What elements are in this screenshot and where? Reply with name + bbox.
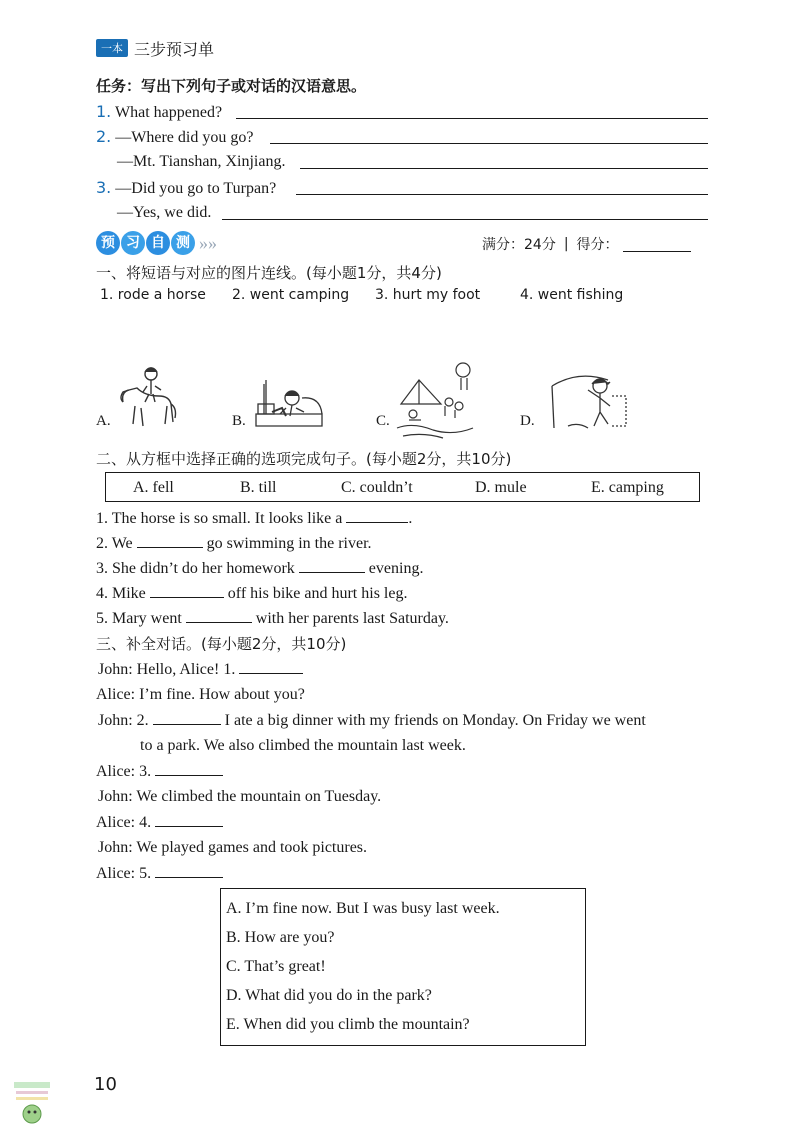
phrase-3: 3. hurt my foot: [375, 287, 481, 303]
section2-title: 二、从方框中选择正确的选项完成句子。(每小题2分，共10分): [96, 450, 512, 468]
speaker: John:: [98, 661, 133, 678]
horse-rider-picture: [115, 362, 180, 434]
banner-char: 测: [171, 231, 195, 255]
word-option-b: B. till: [240, 479, 277, 496]
phrase-2: 2. went camping: [232, 287, 350, 303]
item-number: 1.: [96, 102, 112, 121]
full-score: 满分：24分: [482, 237, 556, 253]
sentence-text: 3. She didn’t do her homework: [96, 560, 299, 577]
divider: |: [563, 236, 569, 252]
dialog-blank-2[interactable]: [153, 710, 221, 725]
score-area: [482, 234, 691, 254]
arrow-icon: »»: [199, 232, 217, 253]
dialog-option-c: C. That’s great!: [226, 958, 326, 975]
banner-char: 习: [121, 231, 145, 255]
picture-label-c: C.: [376, 413, 390, 429]
dialog-text: I’m fine. How about you?: [139, 686, 305, 703]
item-text: What happened?: [114, 104, 223, 121]
phrase-1: 1. rode a horse: [100, 287, 206, 303]
picture-label-d: D.: [520, 413, 535, 429]
picture-label-b: B.: [232, 413, 246, 429]
dialog-line-4: [96, 761, 800, 783]
dialog-line-5: [98, 786, 800, 808]
dialog-blank-5[interactable]: [155, 863, 223, 878]
dialog-option-a: A. I’m fine now. But I was busy last week.: [226, 900, 500, 917]
page-header: [96, 36, 214, 60]
blank-1[interactable]: [346, 508, 408, 523]
answer-line[interactable]: [236, 104, 708, 119]
sentence-text: 5. Mary went: [96, 610, 186, 627]
dialog-text: 5.: [139, 865, 156, 882]
dialog-text: We played games and took pictures.: [136, 839, 368, 856]
dialog-line-2: [96, 684, 800, 706]
speaker: John:: [98, 788, 133, 805]
banner-char: 自: [146, 231, 170, 255]
item-text: —Mt. Tianshan, Xinjiang.: [117, 153, 286, 170]
section3-title: 三、补全对话。(每小题2分，共10分): [96, 635, 347, 653]
blank-2[interactable]: [137, 533, 203, 548]
item-text: —Yes, we did.: [117, 204, 212, 221]
sentence-4: [96, 583, 800, 605]
item-number: 3.: [96, 178, 112, 197]
hurt-foot-picture: [252, 374, 327, 436]
blank-3[interactable]: [299, 558, 365, 573]
item-text: —Where did you go?: [115, 129, 254, 146]
answer-line[interactable]: [296, 180, 708, 195]
answer-line[interactable]: [300, 154, 708, 169]
blank-4[interactable]: [150, 583, 224, 598]
score-label: 得分：: [576, 237, 619, 253]
dialog-blank-1[interactable]: [239, 659, 303, 674]
answer-line[interactable]: [270, 129, 708, 144]
dialog-line-6: [96, 812, 800, 834]
dialog-line-7: [98, 837, 800, 859]
phrase-4: 4. went fishing: [520, 287, 624, 303]
sentence-1: [96, 508, 800, 530]
item-number: 2.: [96, 127, 112, 146]
dialog-option-e: E. When did you climb the mountain?: [226, 1016, 470, 1033]
dialog-line-8: [96, 863, 800, 885]
banner-char: 预: [96, 231, 120, 255]
dialog-blank-4[interactable]: [155, 812, 223, 827]
sentence-text: off his bike and hurt his leg.: [223, 585, 408, 602]
dialog-blank-3[interactable]: [155, 761, 223, 776]
answer-line[interactable]: [222, 205, 708, 220]
sentence-2: [96, 533, 800, 555]
speaker: John:: [98, 839, 133, 856]
dialog-text: Hello, Alice! 1.: [136, 661, 240, 678]
speaker: John:: [98, 712, 133, 729]
sentence-text: with her parents last Saturday.: [251, 610, 449, 627]
speaker: Alice:: [96, 814, 136, 831]
dialog-text: We climbed the mountain on Tuesday.: [136, 788, 382, 805]
sentence-text: 1. The horse is so small. It looks like a: [96, 510, 347, 527]
speaker: Alice:: [96, 686, 136, 703]
word-option-d: D. mule: [475, 479, 527, 496]
section1-title: 一、将短语与对应的图片连线。(每小题1分，共4分): [96, 264, 442, 282]
task-label: 任务：写出下列句子或对话的汉语意思。: [96, 77, 367, 95]
sentence-text: go swimming in the river.: [202, 535, 372, 552]
dialog-text: 4.: [139, 814, 156, 831]
dialog-line-3b: [140, 735, 800, 757]
watermark-logo-icon: [12, 1080, 52, 1126]
sentence-text: evening.: [364, 560, 424, 577]
sentence-text: 2. We: [96, 535, 137, 552]
header-title: 三步预习单: [134, 39, 215, 59]
dialog-text: to a park. We also climbed the mountain last week.: [140, 737, 466, 754]
item-text: —Did you go to Turpan?: [115, 180, 277, 197]
word-option-a: A. fell: [133, 479, 174, 496]
dialog-option-b: B. How are you?: [226, 929, 335, 946]
dialog-line-3: [98, 710, 800, 732]
word-option-e: E. camping: [591, 479, 664, 496]
sentence-text: 4. Mike: [96, 585, 150, 602]
blank-5[interactable]: [186, 608, 252, 623]
sentence-3: [96, 558, 800, 580]
sentence-5: [96, 608, 800, 630]
dialog-text: 2.: [136, 712, 153, 729]
speaker: Alice:: [96, 763, 136, 780]
fishing-picture: [548, 366, 628, 438]
word-option-c: C. couldn’t: [341, 479, 413, 496]
dialog-line-1: [98, 659, 800, 681]
sentence-text: .: [408, 510, 413, 527]
dialog-text: 3.: [139, 763, 156, 780]
brand-badge: 一本: [96, 39, 128, 57]
camping-picture: [393, 358, 478, 440]
page-number: 10: [94, 1074, 117, 1095]
speaker: Alice:: [96, 865, 136, 882]
dialog-option-d: D. What did you do in the park?: [226, 987, 432, 1004]
dialog-text: I ate a big dinner with my friends on Monday. On Friday we went: [220, 712, 646, 729]
score-input[interactable]: [623, 237, 691, 252]
picture-label-a: A.: [96, 413, 111, 429]
self-test-banner: [96, 231, 217, 255]
